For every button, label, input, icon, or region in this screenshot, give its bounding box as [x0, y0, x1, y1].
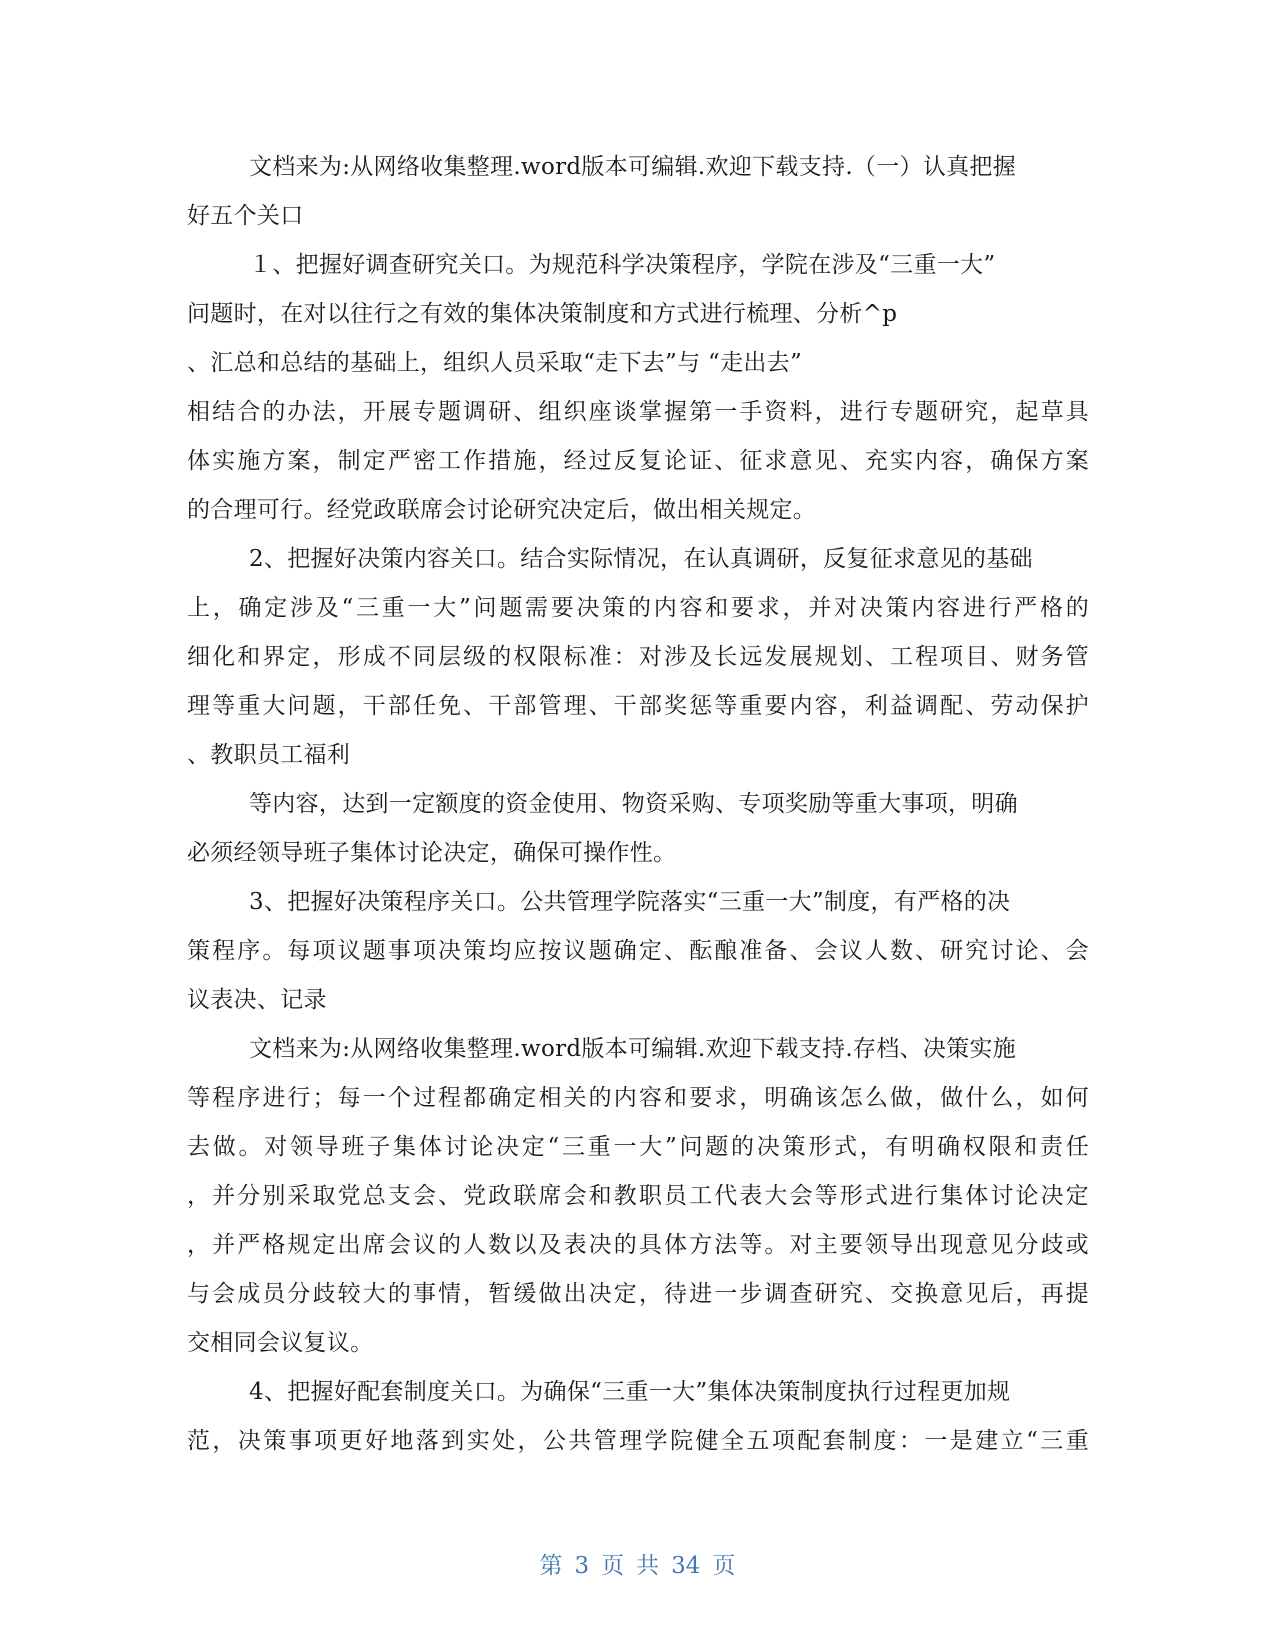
- text-line: ，并分别采取党总支会、党政联席会和教职员工代表大会等形式进行集体讨论决定: [187, 1183, 1089, 1209]
- text-line: 与会成员分歧较大的事情，暂缓做出决定，待进一步调查研究、交换意见后，再提: [187, 1281, 1089, 1307]
- text-line: １、把握好调查研究关口。为规范科学决策程序，学院在涉及“三重一大”: [249, 252, 996, 278]
- text-line: 相结合的办法，开展专题调研、组织座谈掌握第一手资料，进行专题研究，起草具: [187, 399, 1089, 425]
- text-line: 理等重大问题，干部任免、干部管理、干部奖惩等重要内容，利益调配、劳动保护: [187, 693, 1089, 719]
- text-line: 4、把握好配套制度关口。为确保“三重一大”集体决策制度执行过程更加规: [249, 1379, 1011, 1405]
- page-footer: [0, 1547, 1275, 1580]
- text-line: 议表决、记录: [187, 987, 327, 1013]
- text-line: 文档来为:从网络收集整理.word版本可编辑.欢迎下载支持.存档、决策实施: [249, 1036, 1017, 1062]
- text-line: 策程序。每项议题事项决策均应按议题确定、酝酿准备、会议人数、研究讨论、会: [187, 938, 1089, 964]
- text-line: 上，确定涉及“三重一大”问题需要决策的内容和要求，并对决策内容进行严格的: [187, 595, 1089, 621]
- footer-label-total: 共: [636, 1553, 660, 1579]
- text-line: ，并严格规定出席会议的人数以及表决的具体方法等。对主要领导出现意见分歧或: [187, 1232, 1089, 1258]
- text-line: 问题时，在对以往行之有效的集体决策制度和方式进行梳理、分析^p: [187, 301, 898, 327]
- text-line: 去做。对领导班子集体讨论决定“三重一大”问题的决策形式，有明确权限和责任: [187, 1134, 1089, 1160]
- text-line: 必须经领导班子集体讨论决定，确保可操作性。: [187, 840, 677, 866]
- text-line: 好五个关口: [187, 203, 304, 229]
- text-line: 体实施方案，制定严密工作措施，经过反复论证、征求意见、充实内容，确保方案: [187, 448, 1089, 474]
- text-line: 范，决策事项更好地落到实处，公共管理学院健全五项配套制度：一是建立“三重: [187, 1428, 1089, 1454]
- text-line: 3、把握好决策程序关口。公共管理学院落实“三重一大”制度，有严格的决: [249, 889, 1011, 915]
- text-line: 等程序进行；每一个过程都确定相关的内容和要求，明确该怎么做，做什么，如何: [187, 1085, 1089, 1111]
- text-line: 的合理可行。经党政联席会讨论研究决定后，做出相关规定。: [187, 497, 817, 523]
- text-line: 交相同会议复议。: [187, 1330, 374, 1356]
- footer-label-end: 页: [712, 1553, 736, 1579]
- footer-current-page: 3: [574, 1553, 590, 1579]
- text-line: 2、把握好决策内容关口。结合实际情况，在认真调研，反复征求意见的基础: [249, 546, 1033, 572]
- text-line: 等内容，达到一定额度的资金使用、物资采购、专项奖励等重大事项，明确: [249, 791, 1018, 817]
- text-line: 细化和界定，形成不同层级的权限标准：对涉及长远发展规划、工程项目、财务管: [187, 644, 1089, 670]
- footer-label-sep: 页: [601, 1553, 625, 1579]
- document-body: [187, 143, 1089, 1466]
- text-line: 、教职员工福利: [187, 742, 351, 768]
- footer-label-page: 第: [539, 1553, 563, 1579]
- footer-total-pages: 34: [671, 1553, 701, 1579]
- text-line: 文档来为:从网络收集整理.word版本可编辑.欢迎下载支持.（一）认真把握: [249, 154, 1017, 180]
- text-line: 、汇总和总结的基础上，组织人员采取“走下去”与 “走出去”: [187, 350, 803, 376]
